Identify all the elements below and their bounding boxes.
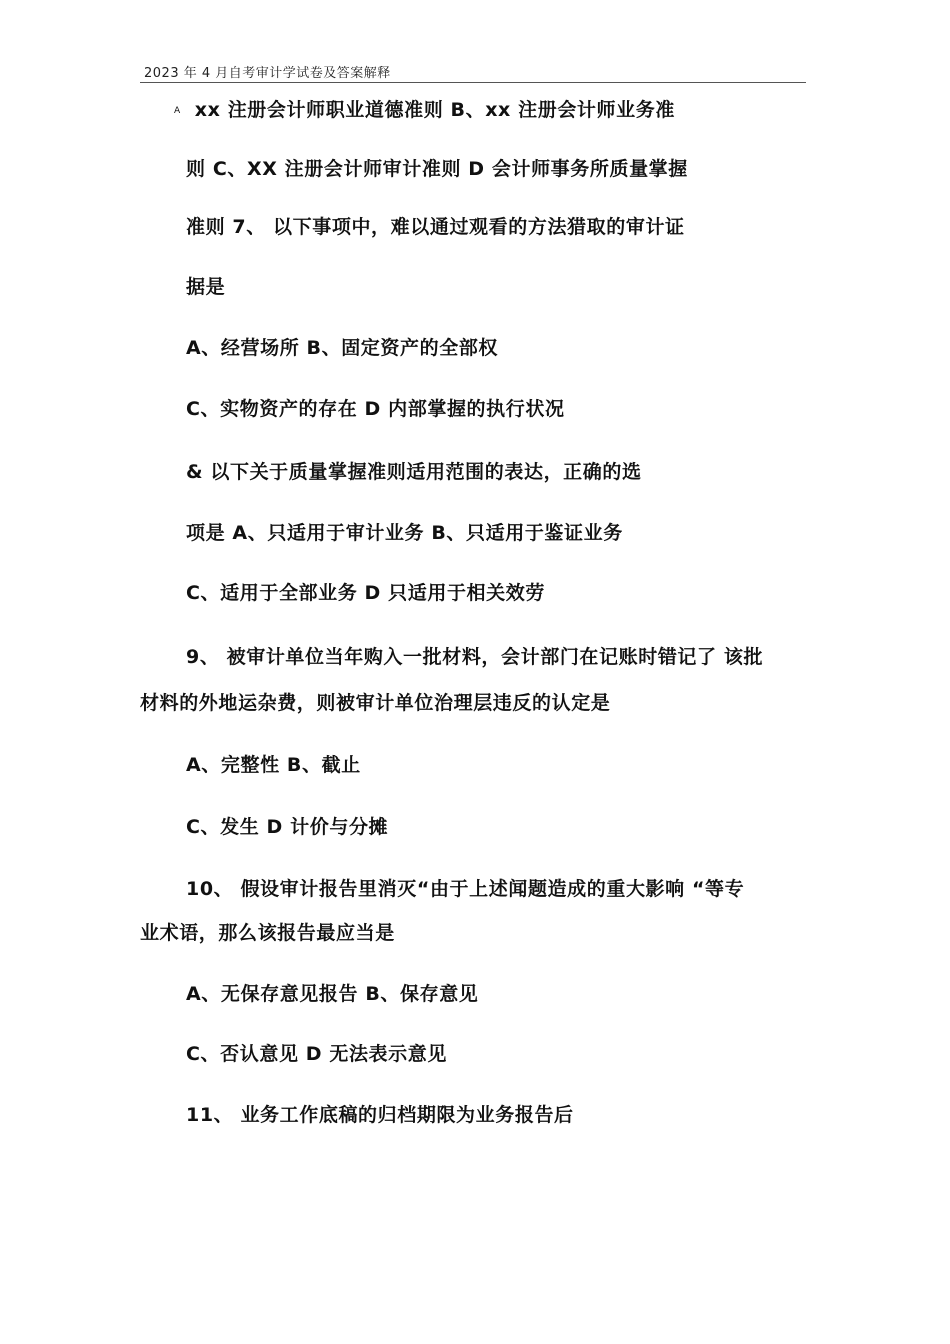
text-line-12: A、完整性 B、截止: [186, 754, 361, 776]
text-line-8: 项是 A、只适用于审计业务 B、只适用于鉴证业务: [186, 522, 623, 544]
text-line-6: C、实物资产的存在 D 内部掌握的执行状况: [186, 398, 565, 420]
text-line-16: A、无保存意见报告 B、保存意见: [186, 983, 479, 1005]
text-line-17: C、否认意见 D 无法表示意见: [186, 1043, 447, 1065]
text-line-10: 9、 被审计单位当年购入一批材料，会计部门在记账时错记了 该批: [186, 646, 764, 668]
text-line-4: 据是: [186, 276, 226, 298]
text-line-1: [174, 98, 675, 123]
text-line-18: 11、 业务工作底稿的归档期限为业务报告后: [186, 1104, 574, 1126]
text-line-11: 材料的外地运杂费，则被审计单位治理层违反的认定是: [140, 692, 611, 714]
text-line-14: 10、 假设审计报告里消灭“由于上述闻题造成的重大影响 “等专: [186, 878, 745, 900]
text-line-15: 业术语，那么该报告最应当是: [140, 922, 395, 944]
text-line-2: 则 C、XX 注册会计师审计准则 D 会计师事务所质量掌握: [186, 158, 688, 180]
text-line-7: & 以下关于质量掌握准则适用范围的表达，正确的选: [186, 461, 642, 483]
text-line-9: C、适用于全部业务 D 只适用于相关效劳: [186, 582, 545, 604]
text-line-1-content: xx 注册会计师职业道德准则 B、xx 注册会计师业务准: [194, 99, 675, 121]
text-line-3: 准则 7、 以下事项中，难以通过观看的方法猎取的审计证: [186, 216, 685, 238]
page-header: 2023 年 4 月自考审计学试卷及答案解释: [144, 66, 391, 81]
text-line-13: C、发生 D 计价与分摊: [186, 816, 389, 838]
text-line-5: A、经营场所 B、固定资产的全部权: [186, 337, 499, 359]
option-marker: A: [174, 105, 181, 116]
header-divider: [140, 82, 806, 83]
